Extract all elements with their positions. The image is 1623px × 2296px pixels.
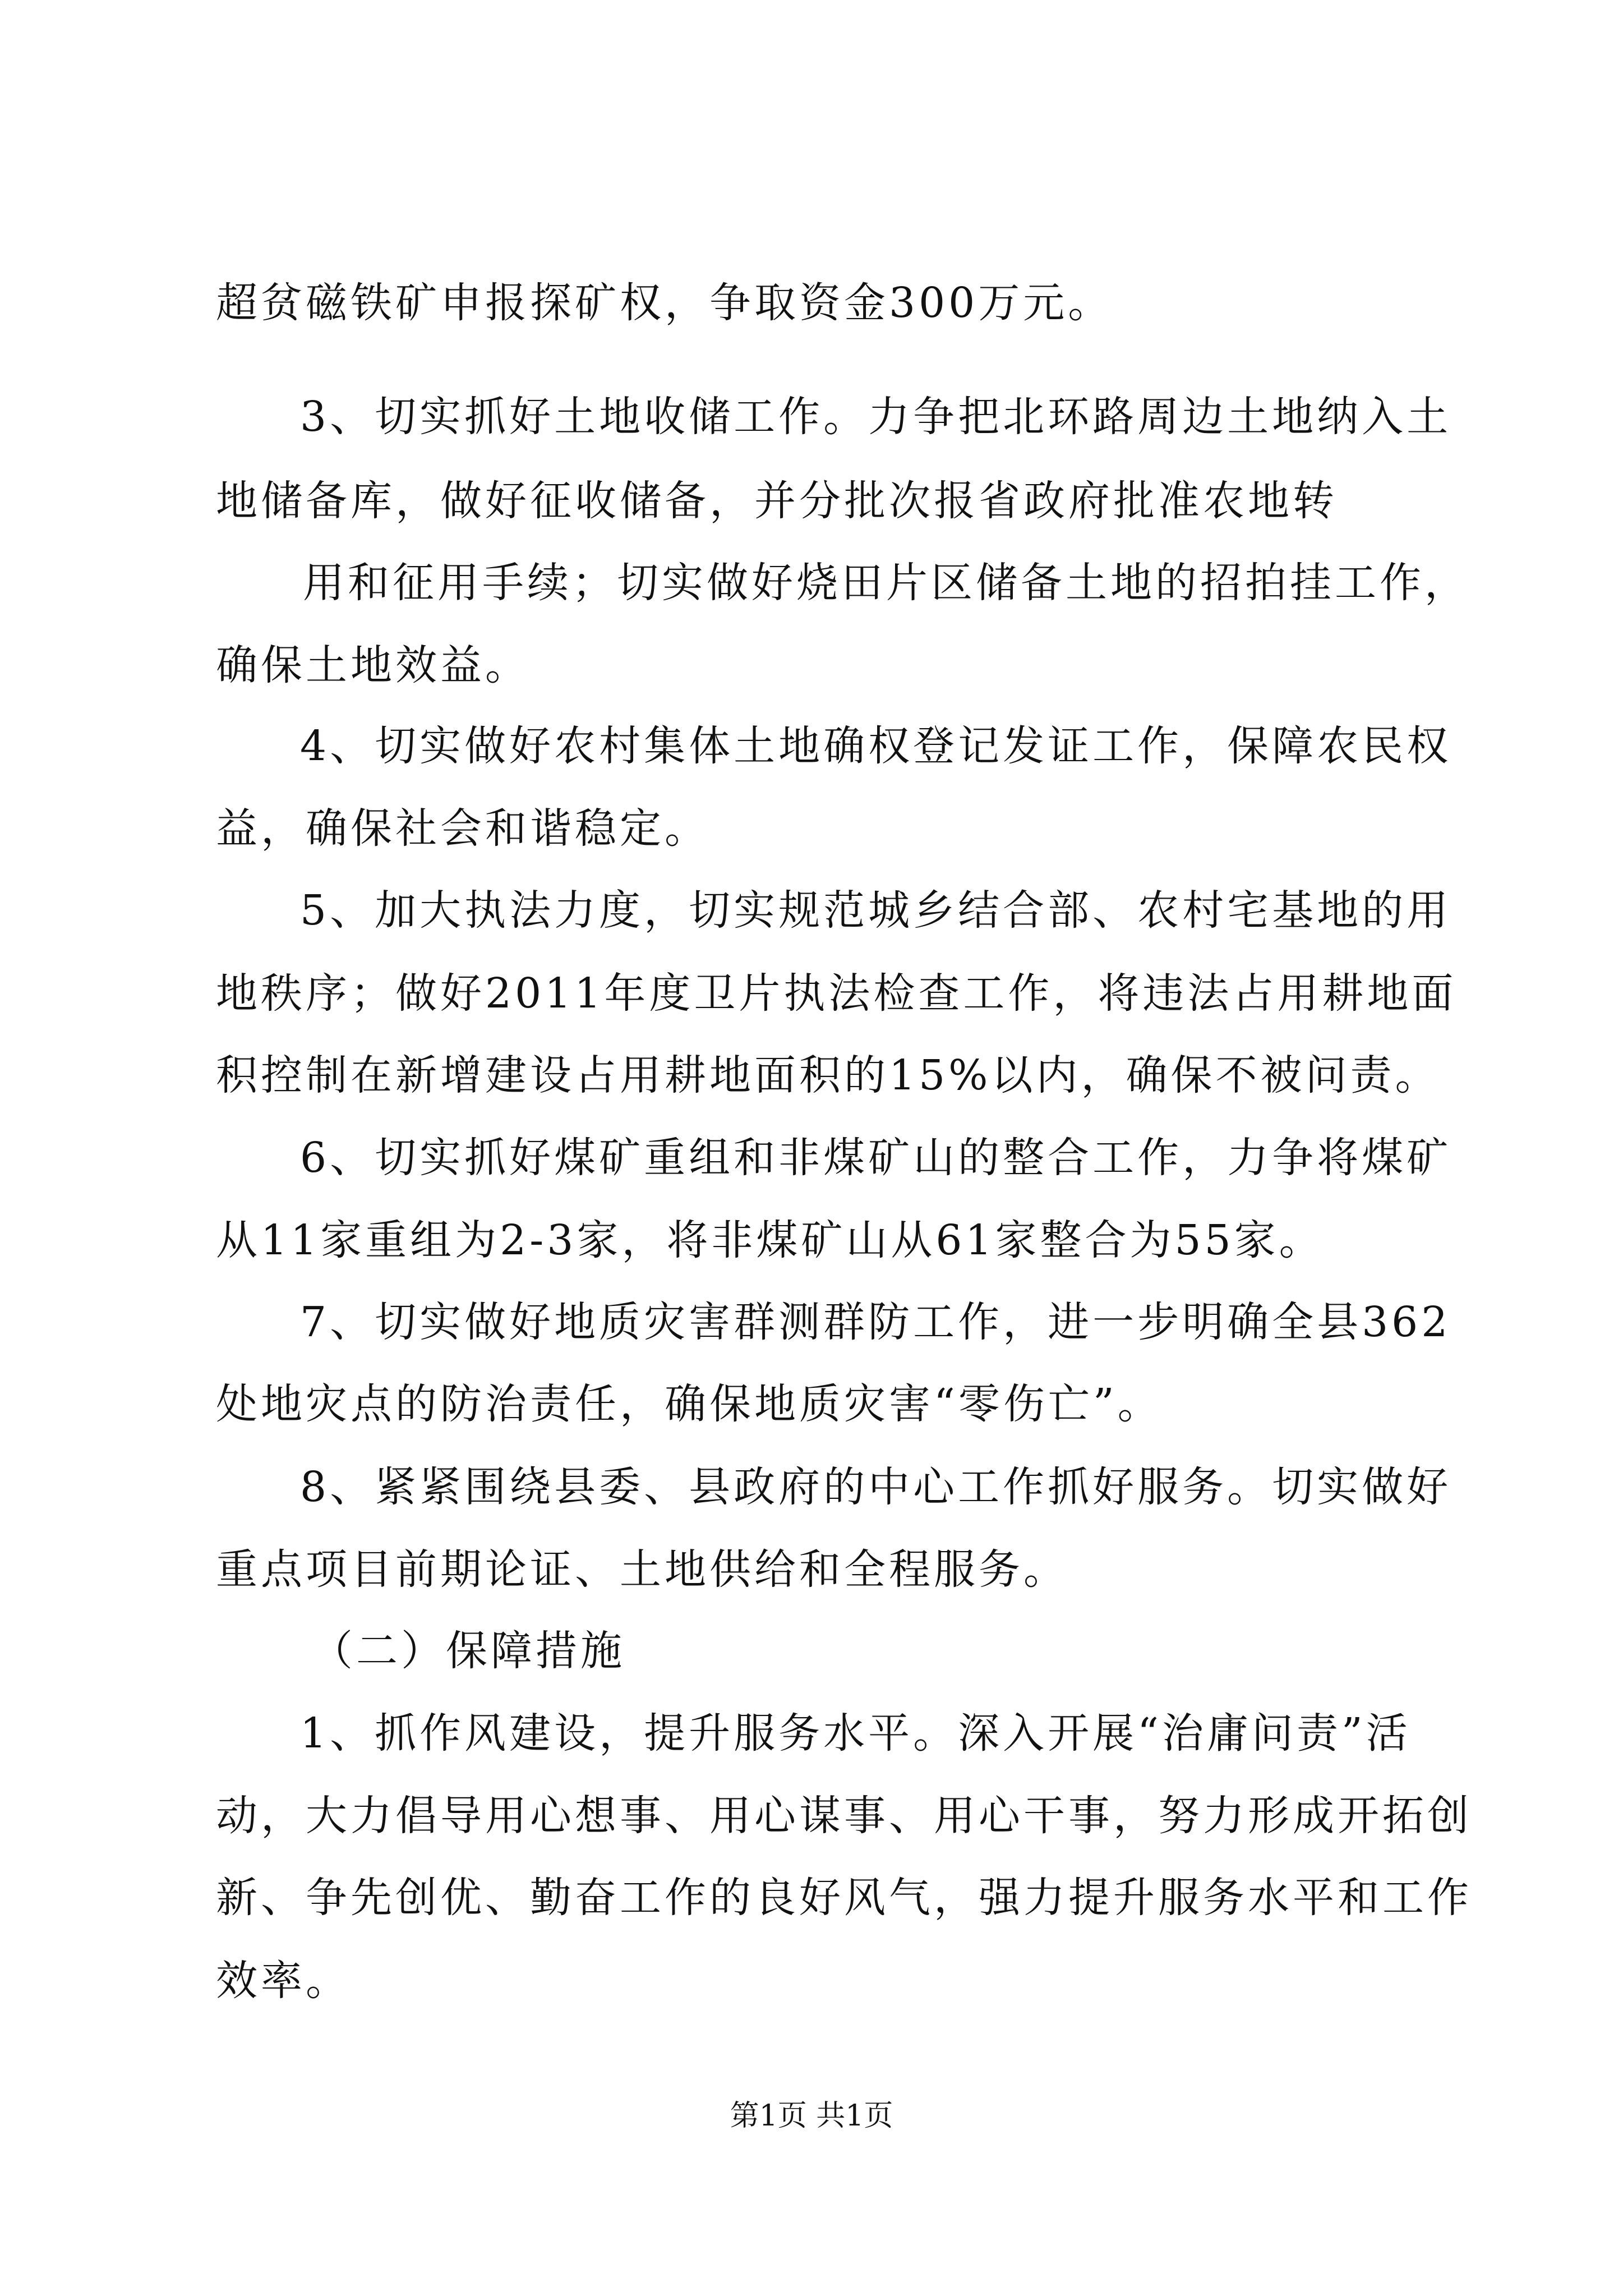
paragraph-line: 1、抓作风建设，提升服务水平。深入开展“治庸问责”活 [300,1709,1411,1757]
paragraph-line: 地储备库，做好征收储备，并分批次报省政府批准农地转 [216,477,1338,525]
paragraph-line: 益，确保社会和谐稳定。 [216,804,709,853]
paragraph-line: 3、切实抓好土地收储工作。力争把北环路周边土地纳入土 [300,393,1452,441]
paragraph-line: 确保土地效益。 [216,641,530,689]
paragraph-line: 积控制在新增建设占用耕地面积的15%以内，确保不被问责。 [216,1051,1440,1099]
page-footer: 第1页 共1页 [730,2099,893,2133]
paragraph-line: 效率。 [216,1957,351,2005]
paragraph-line: 6、切实抓好煤矿重组和非煤矿山的整合工作，力争将煤矿 [300,1134,1452,1182]
paragraph-line: 4、切实做好农村集体土地确权登记发证工作，保障农民权 [300,722,1452,770]
paragraph-line: 地秩序；做好2011年度卫片执法检查工作，将违法占用耕地面 [216,969,1457,1018]
paragraph-line: 新、争先创优、勤奋工作的良好风气，强力提升服务水平和工作 [216,1874,1472,1922]
paragraph-line: 动，大力倡导用心想事、用心谋事、用心干事，努力形成开拓创 [216,1792,1472,1840]
paragraph-line: 用和征用手续；切实做好烧田片区储备土地的招拍挂工作， [303,559,1469,607]
section-heading: （二）保障措施 [311,1627,625,1675]
paragraph-line: 从11家重组为2-3家，将非煤矿山从61家整合为55家。 [216,1216,1324,1264]
paragraph-line: 处地灾点的防治责任，确保地质灾害“零伤亡”。 [216,1380,1163,1428]
paragraph-line: 8、紧紧围绕县委、县政府的中心工作抓好服务。切实做好 [300,1463,1452,1511]
paragraph-line: 超贫磁铁矿申报探矿权，争取资金300万元。 [216,279,1113,327]
paragraph-line: 7、切实做好地质灾害群测群防工作，进一步明确全县362 [300,1298,1451,1346]
paragraph-line: 5、加大执法力度，切实规范城乡结合部、农村宅基地的用 [300,886,1452,935]
paragraph-line: 重点项目前期论证、土地供给和全程服务。 [216,1545,1068,1594]
